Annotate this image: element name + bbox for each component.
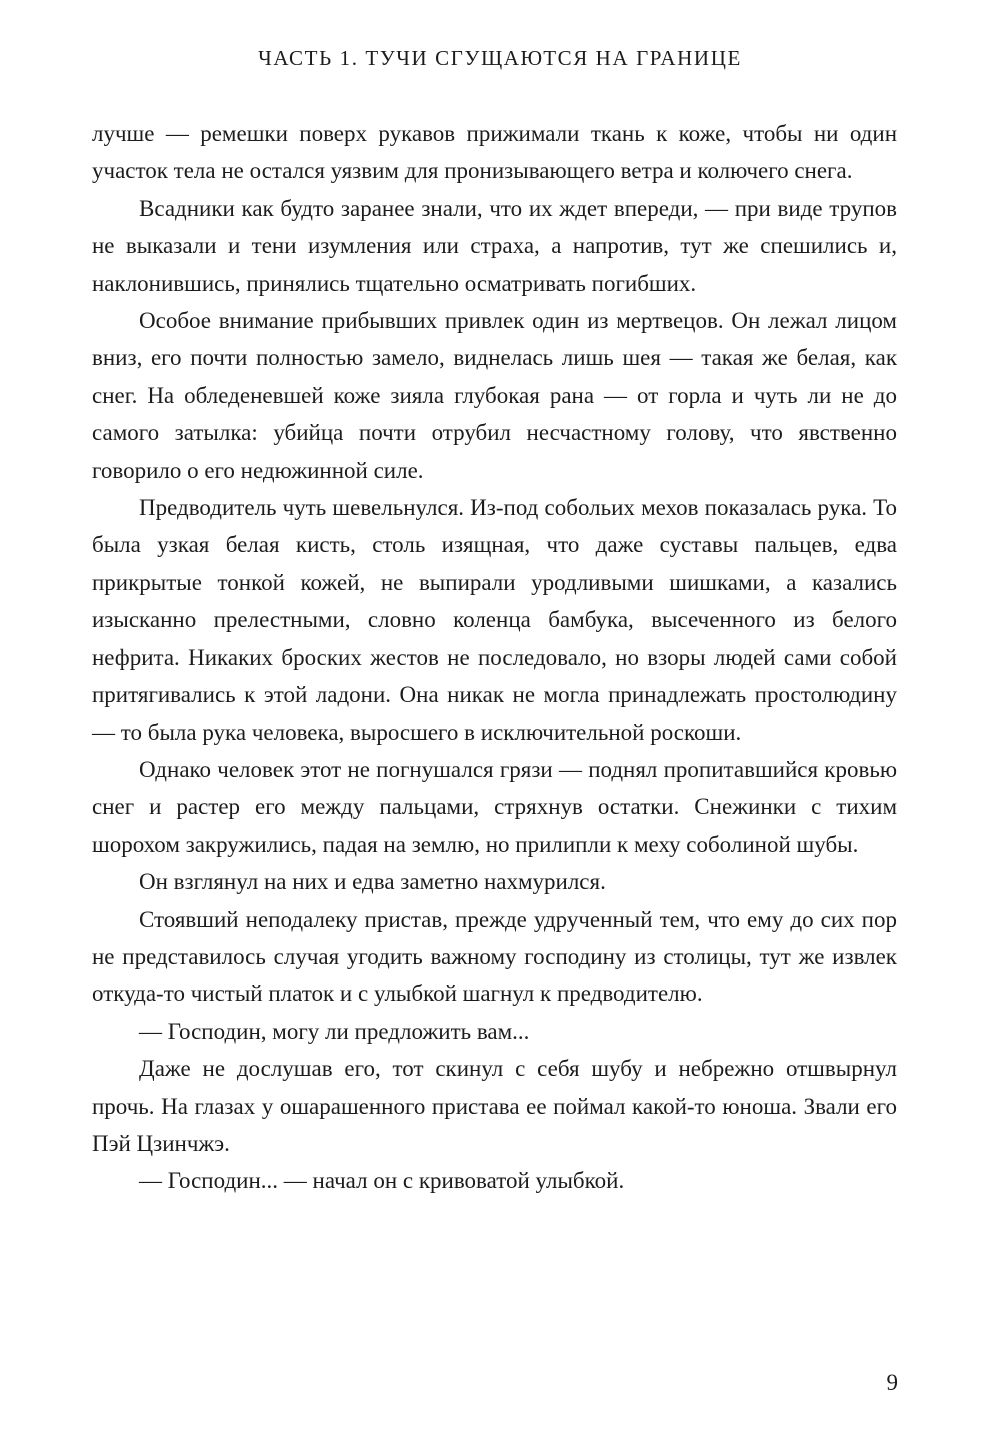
paragraph: Стоявший неподалеку пристав, прежде удрученный тем, что ему до сих пор не представилось случая угодить важному господину из столицы, тут же извлек откуда-то чистый платок и с улыбкой шагнул к предводителю. [92, 906, 897, 1007]
paragraph: Он взглянул на них и едва заметно нахмурился. [139, 869, 606, 895]
body-text [92, 115, 897, 1200]
paragraph: Даже не дослушав его, тот скинул с себя шубу и небрежно отшвырнул прочь. На глазах у ошарашенного пристава ее поймал какой-то юноша. Звали его Пэй Цзинчжэ. [92, 1056, 897, 1156]
page-number: 9 [886, 1370, 898, 1395]
paragraph: Предводитель чуть шевельнулся. Из-под собольих мехов показалась рука. То была узкая белая кисть, столь изящная, что даже суставы пальцев, едва прикрытые тонкой кожей, не выпирали уродливыми шишками, а казались изысканно прелестными, словно коленца бамбука, высеченного из белого нефрита. Никаких броских жестов не последовало, но взоры людей сами собой притягивались к этой ладони. Она никак не могла принадлежать простолюдину — то была рука человека, выросшего в исключительной роскоши. [92, 495, 897, 745]
dialogue-line: — Господин, могу ли предложить вам... [139, 1018, 530, 1044]
paragraph: Всадники как будто заранее знали, что их ждет впереди, — при виде трупов не выказали и тени изумления или страха, а напротив, тут же спешились и, наклонившись, принялись тщательно осматривать погибших. [92, 195, 897, 296]
paragraph: Однако человек этот не погнушался грязи — поднял пропитавшийся кровью снег и растер его между пальцами, стряхнув остатки. Снежинки с тихим шорохом закружились, падая на землю, но прилипли к меху соболиной шубы. [92, 756, 897, 857]
paragraph: Особое внимание прибывших привлек один из мертвецов. Он лежал лицом вниз, его почти полностью замело, виднелась лишь шея — такая же белая, как снег. На обледеневшей коже зияла глубокая рана — от горла и чуть ли не до самого затылка: убийца почти отрубил несчастному голову, что явственно говорило о его недюжинной силе. [92, 308, 897, 483]
paragraph: лучше — ремешки поверх рукавов прижимали ткань к коже, чтобы ни один участок тела не остался уязвим для пронизывающего ветра и колючего снега. [92, 121, 897, 184]
running-header: ЧАСТЬ 1. ТУЧИ СГУЩАЮТСЯ НА ГРАНИЦЕ [258, 46, 742, 70]
dialogue-line: — Господин... — начал он с кривоватой улыбкой. [139, 1168, 625, 1194]
